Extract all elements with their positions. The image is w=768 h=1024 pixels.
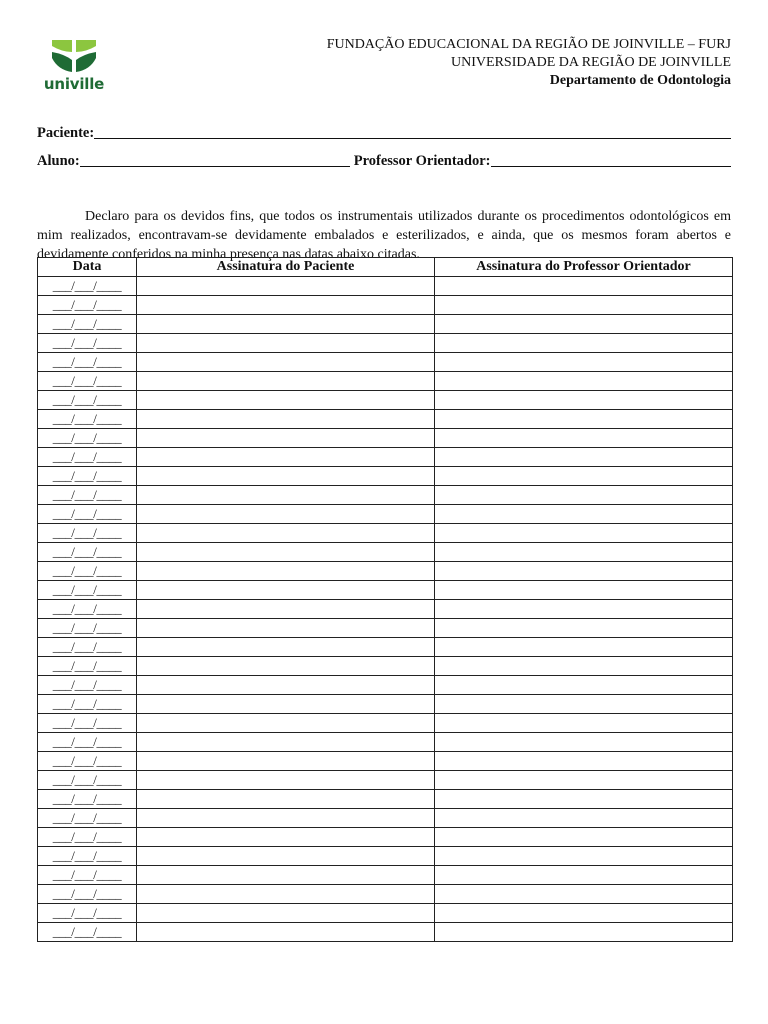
patient-signature-cell[interactable]	[137, 543, 435, 562]
date-cell[interactable]: ___/___/____	[38, 277, 137, 296]
header-foundation: FUNDAÇÃO EDUCACIONAL DA REGIÃO DE JOINVILLE – FURJ	[326, 37, 731, 52]
professor-signature-cell[interactable]	[435, 828, 733, 847]
table-row	[38, 828, 733, 847]
professor-signature-cell[interactable]	[435, 277, 733, 296]
professor-signature-cell[interactable]	[435, 486, 733, 505]
signature-table-body	[38, 277, 733, 942]
date-cell[interactable]: ___/___/____	[38, 828, 137, 847]
professor-label: Professor Orientador:	[353, 153, 491, 169]
date-cell[interactable]: ___/___/____	[38, 581, 137, 600]
patient-signature-cell[interactable]	[137, 486, 435, 505]
date-cell[interactable]: ___/___/____	[38, 790, 137, 809]
date-cell[interactable]: ___/___/____	[38, 429, 137, 448]
professor-signature-cell[interactable]	[435, 448, 733, 467]
date-cell[interactable]: ___/___/____	[38, 543, 137, 562]
professor-signature-cell[interactable]	[435, 885, 733, 904]
patient-signature-cell[interactable]	[137, 904, 435, 923]
table-row	[38, 771, 733, 790]
patient-signature-cell[interactable]	[137, 847, 435, 866]
date-cell[interactable]: ___/___/____	[38, 372, 137, 391]
date-cell[interactable]: ___/___/____	[38, 353, 137, 372]
patient-signature-cell[interactable]	[137, 657, 435, 676]
institution-header	[327, 36, 731, 90]
date-cell[interactable]: ___/___/____	[38, 391, 137, 410]
patient-signature-cell[interactable]	[137, 581, 435, 600]
table-row	[38, 695, 733, 714]
table-row	[38, 562, 733, 581]
table-row	[38, 296, 733, 315]
patient-signature-cell[interactable]	[137, 695, 435, 714]
professor-signature-cell[interactable]	[435, 505, 733, 524]
table-row	[38, 334, 733, 353]
date-cell[interactable]: ___/___/____	[38, 714, 137, 733]
professor-signature-cell[interactable]	[435, 638, 733, 657]
professor-signature-cell[interactable]	[435, 562, 733, 581]
professor-signature-cell[interactable]	[435, 790, 733, 809]
patient-signature-cell[interactable]	[137, 733, 435, 752]
date-cell[interactable]: ___/___/____	[38, 486, 137, 505]
patient-signature-cell[interactable]	[137, 828, 435, 847]
table-row	[38, 353, 733, 372]
professor-signature-cell[interactable]	[435, 904, 733, 923]
patient-signature-cell[interactable]	[137, 505, 435, 524]
professor-signature-cell[interactable]	[435, 467, 733, 486]
patient-signature-cell[interactable]	[137, 334, 435, 353]
date-cell[interactable]: ___/___/____	[38, 866, 137, 885]
professor-signature-cell[interactable]	[435, 315, 733, 334]
professor-signature-cell[interactable]	[435, 809, 733, 828]
professor-signature-cell[interactable]	[435, 923, 733, 942]
patient-signature-cell[interactable]	[137, 524, 435, 543]
date-cell[interactable]: ___/___/____	[38, 448, 137, 467]
header-patient-signature: Assinatura do Paciente	[137, 258, 435, 277]
professor-signature-cell[interactable]	[435, 771, 733, 790]
patient-signature-cell[interactable]	[137, 790, 435, 809]
table-row	[38, 619, 733, 638]
table-row	[38, 923, 733, 942]
table-row	[38, 809, 733, 828]
patient-signature-cell[interactable]	[137, 619, 435, 638]
date-cell[interactable]: ___/___/____	[38, 296, 137, 315]
student-professor-field	[37, 153, 731, 170]
univille-logo	[38, 38, 110, 96]
table-row	[38, 448, 733, 467]
date-cell[interactable]: ___/___/____	[38, 410, 137, 429]
professor-signature-cell[interactable]	[435, 619, 733, 638]
professor-signature-cell[interactable]	[435, 429, 733, 448]
table-row	[38, 315, 733, 334]
table-row	[38, 600, 733, 619]
patient-signature-cell[interactable]	[137, 638, 435, 657]
table-row	[38, 657, 733, 676]
patient-signature-cell[interactable]	[137, 467, 435, 486]
table-row	[38, 676, 733, 695]
professor-signature-cell[interactable]	[435, 752, 733, 771]
table-row	[38, 467, 733, 486]
student-blank-line[interactable]	[80, 153, 350, 167]
table-row	[38, 790, 733, 809]
patient-signature-cell[interactable]	[137, 562, 435, 581]
table-row	[38, 638, 733, 657]
professor-signature-cell[interactable]	[435, 372, 733, 391]
professor-signature-cell[interactable]	[435, 581, 733, 600]
professor-signature-cell[interactable]	[435, 714, 733, 733]
table-row	[38, 277, 733, 296]
date-cell[interactable]: ___/___/____	[38, 923, 137, 942]
date-cell[interactable]: ___/___/____	[38, 315, 137, 334]
header-professor-signature: Assinatura do Professor Orientador	[435, 258, 733, 277]
student-label: Aluno:	[37, 153, 80, 169]
professor-signature-cell[interactable]	[435, 524, 733, 543]
table-row	[38, 904, 733, 923]
date-cell[interactable]: ___/___/____	[38, 809, 137, 828]
header-department: Departamento de Odontologia	[549, 73, 731, 88]
patient-signature-cell[interactable]	[137, 372, 435, 391]
date-cell[interactable]: ___/___/____	[38, 524, 137, 543]
leaf-logo-icon	[50, 38, 98, 74]
date-cell[interactable]: ___/___/____	[38, 600, 137, 619]
patient-signature-cell[interactable]	[137, 752, 435, 771]
table-row	[38, 714, 733, 733]
patient-signature-cell[interactable]	[137, 296, 435, 315]
date-cell[interactable]: ___/___/____	[38, 505, 137, 524]
date-cell[interactable]: ___/___/____	[38, 334, 137, 353]
date-cell[interactable]: ___/___/____	[38, 695, 137, 714]
date-cell[interactable]: ___/___/____	[38, 771, 137, 790]
professor-signature-cell[interactable]	[435, 847, 733, 866]
table-row	[38, 372, 733, 391]
patient-label: Paciente:	[37, 125, 95, 141]
professor-signature-cell[interactable]	[435, 543, 733, 562]
professor-signature-cell[interactable]	[435, 866, 733, 885]
date-cell[interactable]: ___/___/____	[38, 733, 137, 752]
professor-signature-cell[interactable]	[435, 334, 733, 353]
patient-signature-cell[interactable]	[137, 809, 435, 828]
professor-signature-cell[interactable]	[435, 657, 733, 676]
table-row	[38, 847, 733, 866]
table-row	[38, 486, 733, 505]
date-cell[interactable]: ___/___/____	[38, 619, 137, 638]
patient-signature-cell[interactable]	[137, 676, 435, 695]
table-row	[38, 391, 733, 410]
table-row	[38, 410, 733, 429]
patient-signature-cell[interactable]	[137, 353, 435, 372]
patient-signature-cell[interactable]	[137, 315, 435, 334]
date-cell[interactable]: ___/___/____	[38, 562, 137, 581]
table-row	[38, 543, 733, 562]
patient-signature-cell[interactable]	[137, 923, 435, 942]
professor-signature-cell[interactable]	[435, 410, 733, 429]
professor-signature-cell[interactable]	[435, 733, 733, 752]
table-row	[38, 524, 733, 543]
signature-table	[37, 257, 733, 942]
professor-signature-cell[interactable]	[435, 600, 733, 619]
patient-signature-cell[interactable]	[137, 410, 435, 429]
date-cell[interactable]: ___/___/____	[38, 657, 137, 676]
table-row	[38, 733, 733, 752]
date-cell[interactable]: ___/___/____	[38, 847, 137, 866]
logo-text: univille	[43, 75, 105, 93]
date-cell[interactable]: ___/___/____	[38, 752, 137, 771]
patient-signature-cell[interactable]	[137, 714, 435, 733]
patient-signature-cell[interactable]	[137, 866, 435, 885]
date-cell[interactable]: ___/___/____	[38, 638, 137, 657]
header-university: UNIVERSIDADE DA REGIÃO DE JOINVILLE	[451, 55, 731, 70]
date-cell[interactable]: ___/___/____	[38, 467, 137, 486]
date-cell[interactable]: ___/___/____	[38, 885, 137, 904]
table-row	[38, 505, 733, 524]
patient-signature-cell[interactable]	[137, 600, 435, 619]
professor-signature-cell[interactable]	[435, 695, 733, 714]
table-row	[38, 885, 733, 904]
patient-signature-cell[interactable]	[137, 391, 435, 410]
professor-signature-cell[interactable]	[435, 676, 733, 695]
patient-blank-line[interactable]	[94, 125, 731, 139]
patient-signature-cell[interactable]	[137, 771, 435, 790]
patient-field	[37, 125, 731, 142]
patient-signature-cell[interactable]	[137, 277, 435, 296]
table-header-row	[38, 258, 733, 277]
header-date: Data	[38, 258, 137, 277]
professor-blank-line[interactable]	[491, 153, 732, 167]
table-row	[38, 752, 733, 771]
patient-signature-cell[interactable]	[137, 448, 435, 467]
professor-signature-cell[interactable]	[435, 296, 733, 315]
table-row	[38, 581, 733, 600]
patient-signature-cell[interactable]	[137, 885, 435, 904]
date-cell[interactable]: ___/___/____	[38, 904, 137, 923]
table-row	[38, 866, 733, 885]
patient-signature-cell[interactable]	[137, 429, 435, 448]
table-row	[38, 429, 733, 448]
declaration-text: Declaro para os devidos fins, que todos os instrumentais utilizados durante os procedimentos odontológicos em mim realizados, encontravam-se devidamente embalados e esterilizados, e ainda, que os mesmos foram abertos e devidamente conferidos na minha presença nas datas abaixo citadas.	[37, 209, 731, 262]
date-cell[interactable]: ___/___/____	[38, 676, 137, 695]
professor-signature-cell[interactable]	[435, 353, 733, 372]
professor-signature-cell[interactable]	[435, 391, 733, 410]
